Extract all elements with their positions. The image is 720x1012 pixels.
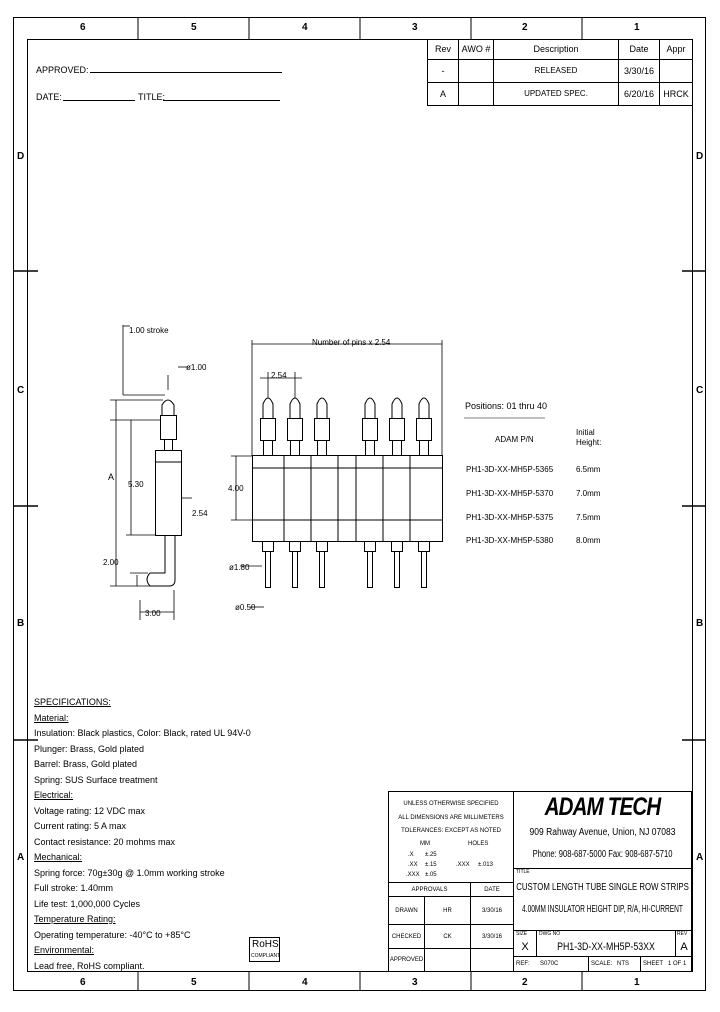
spec-line: Material:	[34, 712, 69, 723]
zone-label-right-c: C	[696, 385, 704, 396]
tol-line-3: TOLERANCES: EXCEPT AS NOTED	[401, 828, 501, 834]
rev-header-awo: AWO #	[461, 44, 491, 54]
zone-label-top-6: 6	[80, 22, 86, 33]
approved-label: APPROVED:	[36, 65, 89, 75]
zone-label-top-2: 2	[522, 22, 528, 33]
dim-530: 5.30	[128, 480, 144, 489]
pin-neck	[291, 441, 300, 456]
sheet-value: 1 OF 1	[668, 961, 687, 967]
tol-line-1: UNLESS OTHERWISE SPECIFIED	[403, 801, 499, 807]
sheet-label: SHEET	[643, 961, 664, 967]
title-line-2: 4.00MM INSULATOR HEIGHT DIP, R/A, HI-CURRENT	[522, 904, 683, 915]
pin-neck	[366, 441, 375, 456]
rev-row-2-rev: A	[439, 88, 446, 99]
rev-row-2-appr: HRCK	[663, 88, 689, 99]
rev-label: REV	[677, 931, 688, 937]
zone-label-top-1: 1	[634, 22, 640, 33]
rev-header-description: Description	[533, 44, 579, 54]
rev-row-1-description: RELEASED	[534, 66, 578, 75]
pin-lead	[368, 552, 373, 588]
positions-row-2-height: 7.0mm	[576, 489, 601, 498]
dim-300: 3.00	[145, 609, 161, 618]
zone-label-right-b: B	[696, 618, 704, 629]
spec-line: Mechanical:	[34, 852, 83, 862]
pin-tail-collar	[263, 542, 274, 552]
spec-line: Barrel: Brass, Gold plated	[34, 759, 138, 769]
tol-x-val: ±.25	[425, 852, 437, 858]
dim-phi-050: ø0.50	[235, 603, 256, 612]
rev-header-appr: Appr	[666, 44, 686, 54]
rohs-compliant: COMPLIANT	[251, 953, 281, 959]
rev-row-2-description: UPDATED SPEC.	[524, 89, 588, 98]
pin-barrel	[363, 419, 378, 441]
dim-400: 4.00	[228, 484, 244, 493]
positions-row-1-pn: PH1-3D-XX-MH5P-5365	[466, 465, 554, 474]
approvals-drawn-who: HR	[443, 907, 452, 914]
dim-254-side: 2.54	[192, 509, 208, 518]
spec-line: Environmental:	[34, 945, 95, 955]
positions-row-2-pn: PH1-3D-XX-MH5P-5370	[466, 489, 554, 498]
spec-line: Spring force: 70g±30g @ 1.0mm working stroke	[34, 867, 225, 878]
title-label: TITLE:	[138, 92, 166, 102]
approvals-checked-who: CK	[443, 933, 452, 940]
zone-label-bottom-4: 4	[302, 977, 308, 988]
pin-plunger	[317, 398, 327, 418]
spec-line: Operating temperature: -40°C to +85°C	[34, 929, 191, 940]
zone-label-left-c: C	[17, 385, 25, 396]
approvals-date-header: DATE	[484, 886, 500, 893]
dim-stroke: 1.00 stroke	[129, 326, 169, 335]
tol-hole-val: ±.013	[478, 862, 493, 868]
pin-barrel	[390, 419, 405, 441]
pin-plunger	[419, 398, 429, 418]
pin-neck	[393, 441, 402, 456]
pin-plunger	[263, 398, 273, 418]
company-address: 909 Rahway Avenue, Union, NJ 07083	[529, 827, 676, 838]
pin-lead	[395, 552, 400, 588]
rev-header-date: Date	[629, 44, 649, 54]
zone-label-bottom-1: 1	[634, 977, 640, 988]
zone-label-left-a: A	[17, 852, 25, 863]
size-label: SIZE	[516, 931, 528, 937]
pin-tail-collar	[290, 542, 301, 552]
rev-row-1-date: 3/30/16	[623, 65, 655, 76]
pin-tail-collar	[317, 542, 328, 552]
tol-xxx-val: ±.05	[425, 872, 437, 878]
zone-label-bottom-2: 2	[522, 977, 528, 988]
spec-line: Lead free, RoHS compliant.	[34, 960, 145, 971]
zone-label-right-a: A	[696, 852, 704, 863]
spec-line: Voltage rating: 12 VDC max	[34, 805, 146, 816]
zone-label-top-4: 4	[302, 22, 308, 33]
pin-plunger	[365, 398, 375, 418]
positions-header-pn: ADAM P/N	[495, 435, 534, 444]
tol-line-2: ALL DIMENSIONS ARE MILLIMETERS	[398, 815, 504, 821]
tol-holes: HOLES	[468, 841, 489, 847]
ref-label: REF:	[516, 961, 530, 967]
company-contact: Phone: 908-687-5000 Fax: 908-687-5710	[532, 849, 673, 860]
positions-row-1-height: 6.5mm	[576, 465, 601, 474]
tol-xxx: .XXX	[406, 872, 420, 878]
approvals-checked-label: CHECKED	[391, 933, 422, 940]
positions-row-3-height: 7.5mm	[576, 513, 601, 522]
pin-plunger	[290, 398, 300, 418]
rev-row-2-date: 6/20/16	[623, 88, 655, 99]
spec-line: Current rating: 5 A max	[34, 821, 127, 831]
spec-line: Electrical:	[34, 790, 74, 800]
pin-barrel	[315, 419, 330, 441]
zone-label-bottom-6: 6	[80, 977, 86, 988]
spec-line: Insulation: Black plastics, Color: Black, rated UL 94V-0	[34, 728, 251, 738]
pin-lead	[266, 552, 271, 588]
pin-neck	[420, 441, 429, 456]
tol-mm: MM	[420, 841, 430, 847]
rev-value: A	[680, 941, 688, 953]
dwg-no-label: DWG NO	[539, 931, 561, 937]
dim-phi-180: ø1.80	[229, 563, 250, 572]
rev-row-1-rev: -	[441, 65, 445, 76]
dim-200: 2.00	[103, 558, 119, 567]
pin-tail-collar	[392, 542, 403, 552]
title-block-label: TITLE	[516, 869, 530, 875]
dim-phi-100: ø1.00	[186, 363, 207, 372]
approvals-drawn-date: 3/30/16	[481, 907, 503, 914]
dim-a: A	[108, 472, 115, 482]
pin-tail-collar	[419, 542, 430, 552]
zone-label-top-5: 5	[191, 22, 197, 33]
zone-label-top-3: 3	[412, 22, 418, 33]
spec-line: Full stroke: 1.40mm	[34, 883, 114, 893]
zone-label-bottom-3: 3	[412, 977, 418, 988]
rev-header-rev: Rev	[434, 44, 451, 54]
pin-lead	[293, 552, 298, 588]
dwg-no: PH1-3D-XX-MH5P-53XX	[557, 940, 655, 953]
positions-row-4-pn: PH1-3D-XX-MH5P-5380	[466, 536, 554, 545]
pin-neck	[318, 441, 327, 456]
approvals-checked-date: 3/30/16	[481, 933, 503, 940]
approvals-drawn-label: DRAWN	[395, 907, 418, 914]
tol-xx: .XX	[408, 862, 418, 868]
pin-tail-collar	[365, 542, 376, 552]
date-label: DATE:	[36, 92, 62, 102]
pin-barrel	[261, 419, 276, 441]
approvals-approved-label: APPROVED	[389, 957, 424, 963]
zone-label-left-d: D	[17, 151, 25, 162]
company-name: ADAM TECH	[544, 792, 661, 821]
spec-line: Plunger: Brass, Gold plated	[34, 743, 145, 754]
tol-hole-spec: .XXX	[456, 862, 470, 868]
spec-line: SPECIFICATIONS:	[34, 697, 111, 707]
positions-row-4-height: 8.0mm	[576, 536, 601, 545]
spec-line: Spring: SUS Surface treatment	[34, 774, 158, 785]
positions-title: Positions: 01 thru 40	[465, 401, 548, 411]
tol-xx-val: ±.15	[425, 862, 437, 868]
ref-value: S070C	[540, 961, 559, 967]
tol-x: .X	[408, 852, 414, 858]
rohs-mark: RoHS	[252, 939, 279, 950]
zone-label-right-d: D	[696, 151, 704, 162]
dim-pitch-total: Number of pins x 2.54	[312, 338, 391, 347]
pin-lead	[320, 552, 325, 588]
scale-value: NTS	[617, 961, 629, 967]
pin-neck	[264, 441, 273, 456]
pin-plunger	[392, 398, 402, 418]
zone-label-bottom-5: 5	[191, 977, 197, 988]
spec-line: Temperature Rating:	[34, 914, 116, 924]
zone-label-left-b: B	[17, 618, 25, 629]
pin-lead	[422, 552, 427, 588]
pin-barrel	[288, 419, 303, 441]
dim-254-top: 2.54	[271, 371, 287, 380]
scale-label: SCALE:	[591, 961, 613, 967]
positions-row-3-pn: PH1-3D-XX-MH5P-5375	[466, 513, 554, 522]
spec-line: Life test: 1,000,000 Cycles	[34, 898, 141, 909]
title-line-1: CUSTOM LENGTH TUBE SINGLE ROW STRIPS	[516, 882, 689, 893]
spec-line: Contact resistance: 20 mohms max	[34, 836, 176, 847]
size-value: X	[521, 941, 529, 953]
approvals-title: APPROVALS	[411, 886, 448, 893]
pin-barrel	[417, 419, 432, 441]
positions-header-height: Initial Height:	[576, 428, 602, 447]
